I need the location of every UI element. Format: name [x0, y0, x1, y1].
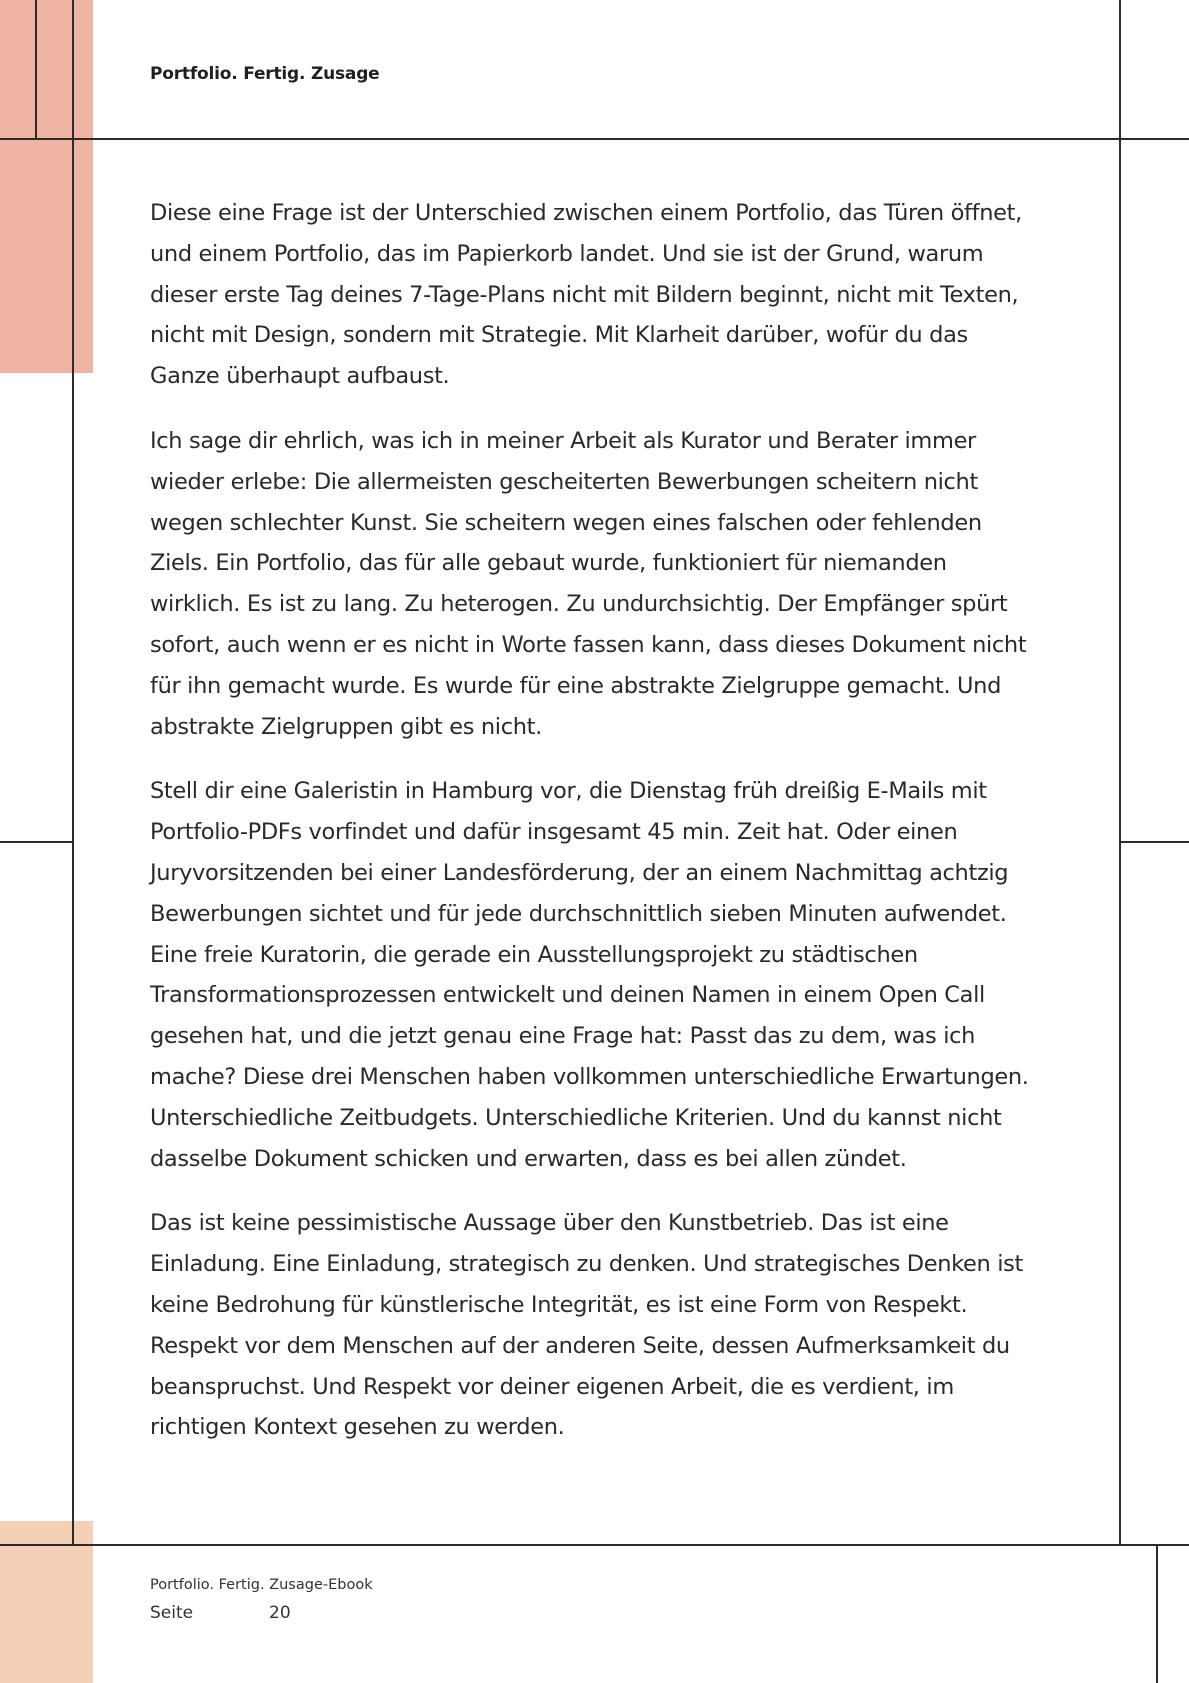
running-header-title: Portfolio. Fertig. Zusage [150, 64, 380, 84]
footer-title: Portfolio. Fertig. Zusage-Ebook [150, 1577, 373, 1593]
paragraph: Stell dir eine Galeristin in Hamburg vor, die Dienstag früh dreißig E-Mails mit Portfolio-PDFs vorfindet und dafür insgesamt 45 min. Zeit hat. Oder einen Juryvorsitzenden bei einer Landesförderung, der an einem Nachmittag achtzig Bewerbungen sichtet und für jede durchschnittlich sieben Minuten aufwendet. Eine freie Kuratorin, die gerade ein Ausstellungsprojekt zu städtischen Transformationsprozessen entwickelt und deinen Namen in einem Open Call gesehen hat, und die jetzt genau eine Frage hat: Passt das zu dem, was ich mache? Diese drei Menschen haben vollkommen unterschiedliche Erwartungen. Unterschiedliche Zeitbudgets. Unterschiedliche Kriterien. Und du kannst nicht dasselbe Dokument schicken und erwarten, dass es bei allen zündet. [150, 778, 1029, 1172]
paragraph: Diese eine Frage ist der Unterschied zwischen einem Portfolio, das Türen öffnet, und einem Portfolio, das im Papierkorb landet. Und sie ist der Grund, warum dieser erste Tag deines 7-Tage-Plans nicht mit Bildern beginnt, nicht mit Texten, nicht mit Design, sondern mit Strategie. Mit Klarheit darüber, wofür du das Ganze überhaupt aufbaust. [150, 200, 1022, 390]
page-number: 20 [269, 1603, 291, 1623]
accent-block-top [0, 0, 93, 373]
page-label: Seite [150, 1603, 194, 1623]
middle-tick-left [0, 841, 73, 843]
header-rule [0, 138, 1189, 140]
frame-line-left-inner [72, 0, 74, 1545]
paragraph: Ich sage dir ehrlich, was ich in meiner Arbeit als Kurator und Berater immer wieder erlebe: Die allermeisten gescheiterten Bewerbungen scheitern nicht wegen schlechter Kunst. Sie scheitern wegen eines falschen oder fehlenden Ziels. Ein Portfolio, das für alle gebaut wurde, funktioniert für niemanden wirklich. Es ist zu lang. Zu heterogen. Zu undurchsichtig. Der Empfänger spürt sofort, auch wenn er es nicht in Worte fassen kann, dass dieses Dokument nicht für ihn gemacht wurde. Es wurde für eine abstrakte Zielgruppe gemacht. Und abstrakte Zielgruppen gibt es nicht. [150, 427, 1027, 740]
body-text [150, 193, 1043, 1472]
frame-line-left-outer [35, 0, 37, 139]
middle-tick-right [1120, 841, 1189, 843]
paragraph: Das ist keine pessimistische Aussage über den Kunstbetrieb. Das ist eine Einladung. Eine Einladung, strategisch zu denken. Und strategisches Denken ist keine Bedrohung für künstlerische Integrität, es ist eine Form von Respekt. Respekt vor dem Menschen auf der anderen Seite, dessen Aufmerksamkeit du beanspruchst. Und Respekt vor deiner eigenen Arbeit, die es verdient, im richtigen Kontext gesehen zu werden. [150, 1210, 1023, 1441]
frame-line-right [1119, 0, 1121, 1545]
frame-line-right-footer [1156, 1545, 1158, 1683]
footer-rule [0, 1544, 1189, 1546]
